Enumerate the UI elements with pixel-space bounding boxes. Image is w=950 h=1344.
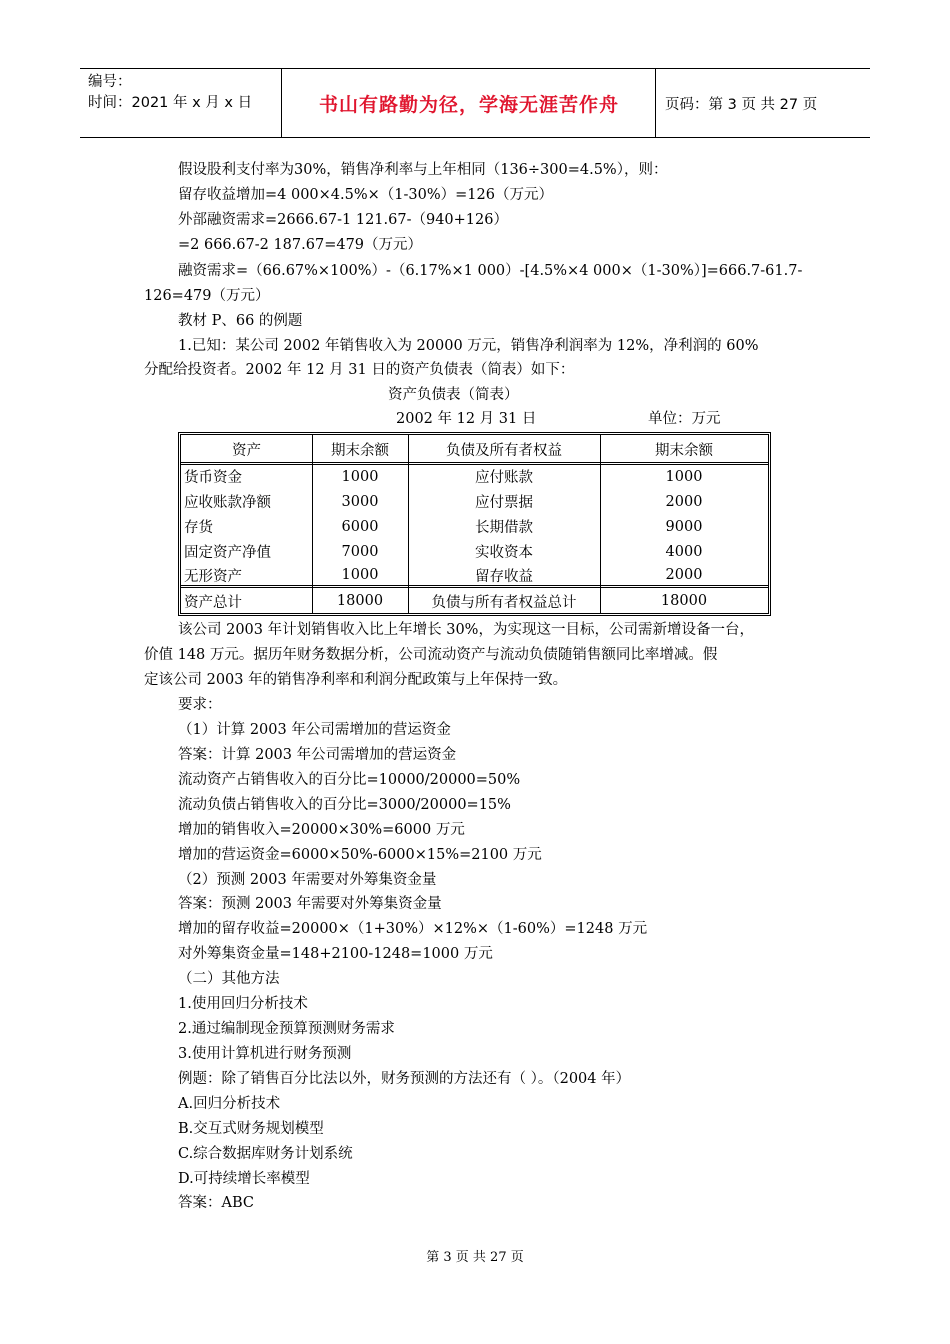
text-line: 2.通过编制现金预算预测财务需求	[178, 1021, 395, 1037]
text-line: 教材 P、66 的例题	[178, 313, 303, 329]
text-line: 例题：除了销售百分比法以外，财务预测的方法还有（ ）。（2004 年）	[178, 1071, 631, 1087]
text-line: C.综合数据库财务计划系统	[178, 1146, 353, 1162]
table-title: 资产负债表（简表）	[388, 387, 519, 403]
text-line: 3.使用计算机进行财务预测	[178, 1046, 352, 1062]
text-line: 增加的营运资金=6000×50%-6000×15%=2100 万元	[178, 847, 542, 863]
table-cell: 固定资产净值	[184, 545, 271, 561]
table-cell: 1000	[341, 468, 379, 485]
page-footer: 第 3 页 共 27 页	[426, 1250, 524, 1265]
text-line: （1）计算 2003 年公司需增加的营运资金	[178, 722, 451, 738]
table-cell: 长期借款	[475, 520, 533, 536]
document-number: 编号：	[88, 74, 132, 90]
text-line: 答案：计算 2003 年公司需增加的营运资金	[178, 747, 457, 763]
header-meta	[80, 69, 282, 137]
table-cell: 6000	[341, 518, 379, 535]
table-cell: 负债与所有者权益总计	[431, 594, 577, 611]
text-line: 定该公司 2003 年的销售净利率和利润分配政策与上年保持一致。	[144, 672, 568, 688]
table-cell: 实收资本	[475, 545, 533, 561]
text-line: D.可持续增长率模型	[178, 1171, 310, 1187]
table-cell: 7000	[341, 543, 379, 560]
table-header-row	[181, 435, 768, 463]
table-cell: 应付票据	[475, 495, 533, 511]
table-header-cell: 资产	[232, 442, 261, 459]
text-line: B.交互式财务规划模型	[178, 1121, 324, 1137]
table-row	[181, 464, 768, 489]
table-cell: 18000	[336, 593, 384, 609]
table-total-row	[181, 589, 768, 613]
table-unit: 单位：万元	[648, 411, 721, 427]
table-header-cell: 期末余额	[331, 442, 389, 459]
text-line: 1.使用回归分析技术	[178, 996, 308, 1012]
text-line: =2 666.67-2 187.67=479（万元）	[178, 237, 423, 253]
table-cell: 3000	[341, 493, 379, 510]
text-line: 分配给投资者。2002 年 12 月 31 日的资产负债表（简表）如下：	[144, 362, 575, 378]
balance-sheet-table	[178, 432, 771, 616]
text-line: 要求：	[178, 697, 222, 713]
text-line: 流动负债占销售收入的百分比=3000/20000=15%	[178, 797, 511, 813]
text-line: 外部融资需求=2666.67-1 121.67-（940+126）	[178, 212, 508, 228]
header-page-info: 页码：第 3 页 共 27 页	[665, 96, 818, 113]
table-cell: 货币资金	[184, 470, 242, 486]
text-line: 假设股利支付率为30%，销售净利率与上年相同（136÷300=4.5%），则：	[178, 162, 668, 178]
text-line: 该公司 2003 年计划销售收入比上年增长 30%，为实现这一目标，公司需新增设备一台，	[178, 622, 754, 638]
table-cell: 4000	[665, 543, 703, 560]
text-line: 答案：ABC	[178, 1195, 254, 1211]
table-cell: 2000	[665, 493, 703, 510]
table-cell: 1000	[665, 468, 703, 485]
text-line: 价值 148 万元。据历年财务数据分析，公司流动资产与流动负债随销售额同比率增减。假	[144, 647, 718, 663]
page-header	[80, 68, 870, 138]
table-cell: 存货	[184, 520, 213, 536]
table-row	[181, 539, 768, 564]
table-header-cell: 负债及所有者权益	[446, 442, 562, 459]
text-line: 对外筹集资金量=148+2100-1248=1000 万元	[178, 946, 493, 962]
text-line: 增加的留存收益=20000×（1+30%）×12%×（1-60%）=1248 万元	[178, 921, 648, 937]
table-cell: 18000	[660, 593, 708, 609]
text-line: 1.已知：某公司 2002 年销售收入为 20000 万元，销售净利润率为 12%，净利润的 60%	[178, 338, 759, 354]
table-cell: 应付账款	[475, 470, 533, 486]
table-cell: 2000	[665, 567, 703, 583]
text-line: 答案：预测 2003 年需要对外筹集资金量	[178, 896, 442, 912]
text-line: （二）其他方法	[178, 971, 280, 987]
header-motto: 书山有路勤为径，学海无涯苦作舟	[318, 93, 619, 116]
header-motto-cell	[283, 69, 656, 137]
table-row	[181, 489, 768, 514]
text-line: 融资需求=（66.67%×100%）-（6.17%×1 000）-[4.5%×4 000×（1-30%）]=666.7-61.7-	[178, 263, 803, 279]
table-cell: 留存收益	[475, 568, 533, 585]
table-date: 2002 年 12 月 31 日	[396, 411, 537, 427]
table-cell: 1000	[341, 567, 379, 583]
text-line: 流动资产占销售收入的百分比=10000/20000=50%	[178, 772, 521, 788]
table-cell: 资产总计	[184, 594, 242, 611]
text-line: 126=479（万元）	[144, 288, 270, 304]
text-line: 留存收益增加=4 000×4.5%×（1-30%）=126（万元）	[178, 187, 553, 203]
table-row	[181, 564, 768, 586]
table-cell: 9000	[665, 518, 703, 535]
table-row	[181, 514, 768, 539]
table-cell: 无形资产	[184, 568, 242, 585]
table-cell: 应收账款净额	[184, 495, 271, 511]
text-line: 增加的销售收入=20000×30%=6000 万元	[178, 822, 465, 838]
text-line: （2）预测 2003 年需要对外筹集资金量	[178, 872, 437, 888]
document-date: 时间：2021 年 x 月 x 日	[88, 95, 253, 111]
table-header-cell: 期末余额	[655, 442, 713, 459]
text-line: A.回归分析技术	[178, 1096, 281, 1112]
